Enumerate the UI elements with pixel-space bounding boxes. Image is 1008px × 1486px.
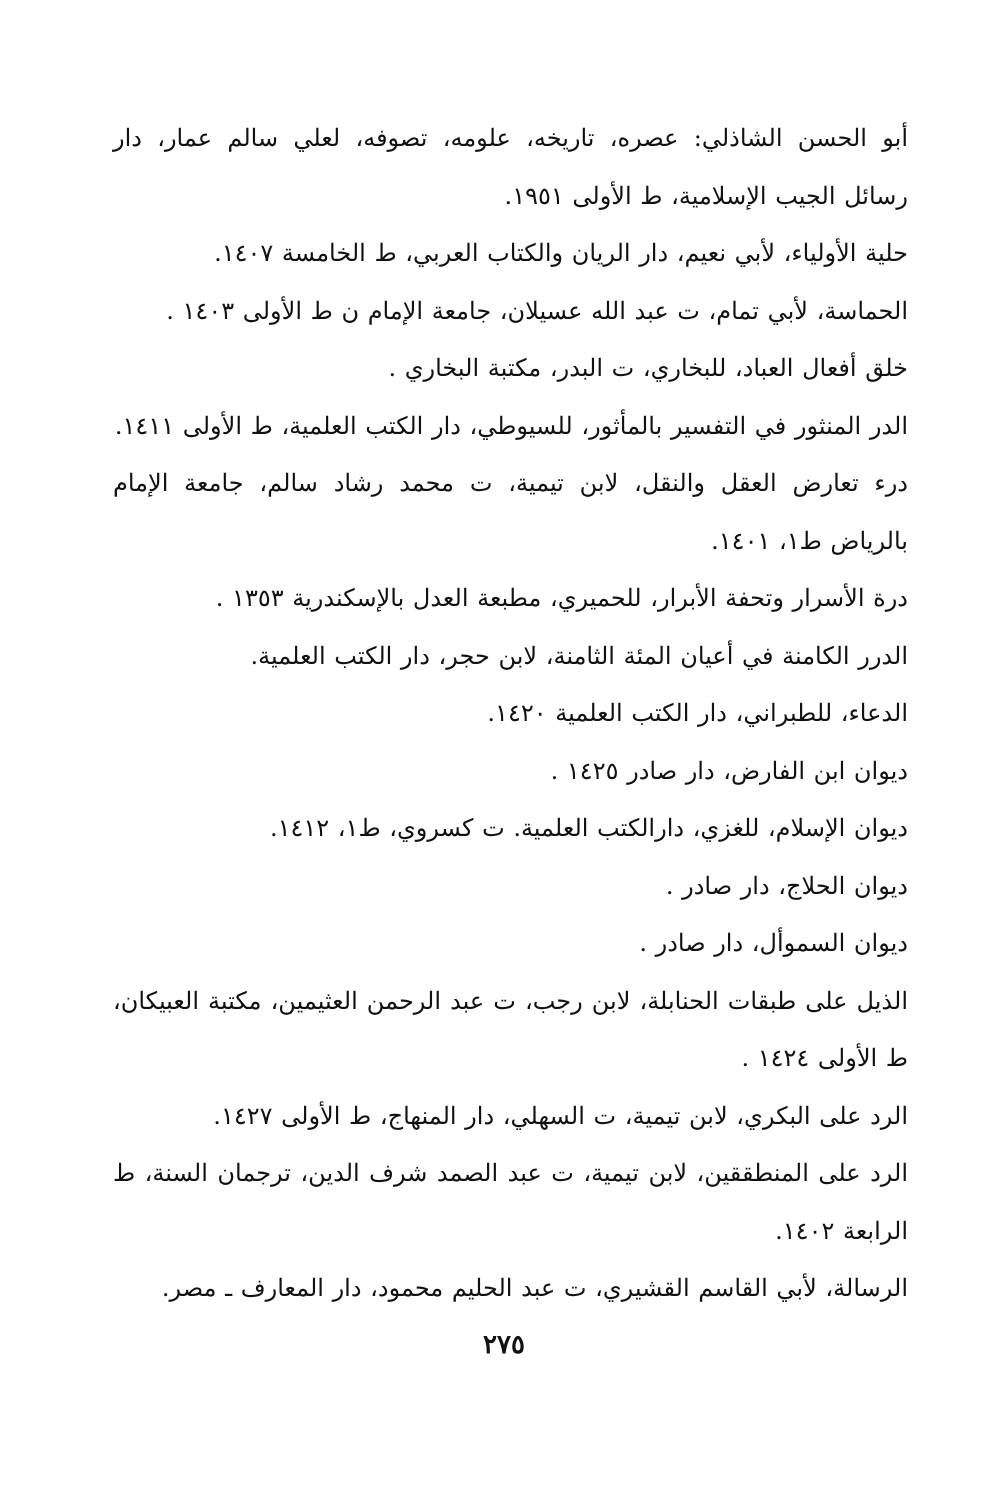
page-number: ٢٧٥ — [483, 1330, 525, 1360]
bibliography-entry: درة الأسرار وتحفة الأبرار، للحميري، مطبعة العدل بالإسكندرية ١٣٥٣ . — [215, 584, 908, 612]
bibliography-entry: ديوان السموأل، دار صادر . — [639, 929, 908, 957]
bibliography-entry: خلق أفعال العباد، للبخاري، ت البدر، مكتبة البخاري . — [388, 354, 908, 382]
bibliography-entry: الرد على البكري، لابن تيمية، ت السهلي، دار المنهاج، ط الأولى ١٤٢٧. — [213, 1101, 908, 1130]
bibliography-entry: الرد على المنطققين، لابن تيمية، ت عبد الصمد شرف الدين، ترجمان السنة، ط الرابعة ١٤٠٢. — [113, 1159, 908, 1245]
bibliography-entry: الذيل على طبقات الحنابلة، لابن رجب، ت عبد الرحمن العثيمين، مكتبة العبيكان، ط الأولى ١٤٢٤ . — [113, 986, 908, 1072]
bibliography-entry: ديوان ابن الفارض، دار صادر ١٤٢٥ . — [550, 756, 908, 785]
bibliography-entry: الدعاء، للطبراني، دار الكتب العلمية ١٤٢٠. — [487, 699, 908, 727]
bibliography-entry: ديوان الحلاج، دار صادر . — [665, 871, 908, 900]
bibliography-entry: ديوان الإسلام، للغزي، دارالكتب العلمية. ت كسروي، ط١، ١٤١٢. — [269, 814, 908, 842]
bibliography-entry: حلية الأولياء، لأبي نعيم، دار الريان والكتاب العربي، ط الخامسة ١٤٠٧. — [214, 239, 908, 267]
bibliography-entry: أبو الحسن الشاذلي: عصره، تاريخه، علومه، تصوفه، لعلي سالم عمار، دار رسائل الجيب الإسلامية، ط الأولى ١٩٥١. — [113, 124, 908, 210]
bibliography-entry: الدر المنثور في التفسير بالمأثور، للسيوطي، دار الكتب العلمية، ط الأولى ١٤١١. — [114, 411, 908, 440]
bibliography-entry: الدرر الكامنة في أعيان المئة الثامنة، لابن حجر، دار الكتب العلمية. — [250, 641, 908, 670]
bibliography-entry: الرسالة، لأبي القاسم القشيري، ت عبد الحليم محمود، دار المعارف ـ مصر. — [161, 1274, 908, 1302]
bibliography-entry: الحماسة، لأبي تمام، ت عبد الله عسيلان، جامعة الإمام ن ط الأولى ١٤٠٣ . — [166, 296, 908, 325]
bibliography-list — [113, 110, 908, 1318]
bibliography-entry: درء تعارض العقل والنقل، لابن تيمية، ت محمد رشاد سالم، جامعة الإمام بالرياض ط١، ١٤٠١. — [113, 469, 908, 555]
